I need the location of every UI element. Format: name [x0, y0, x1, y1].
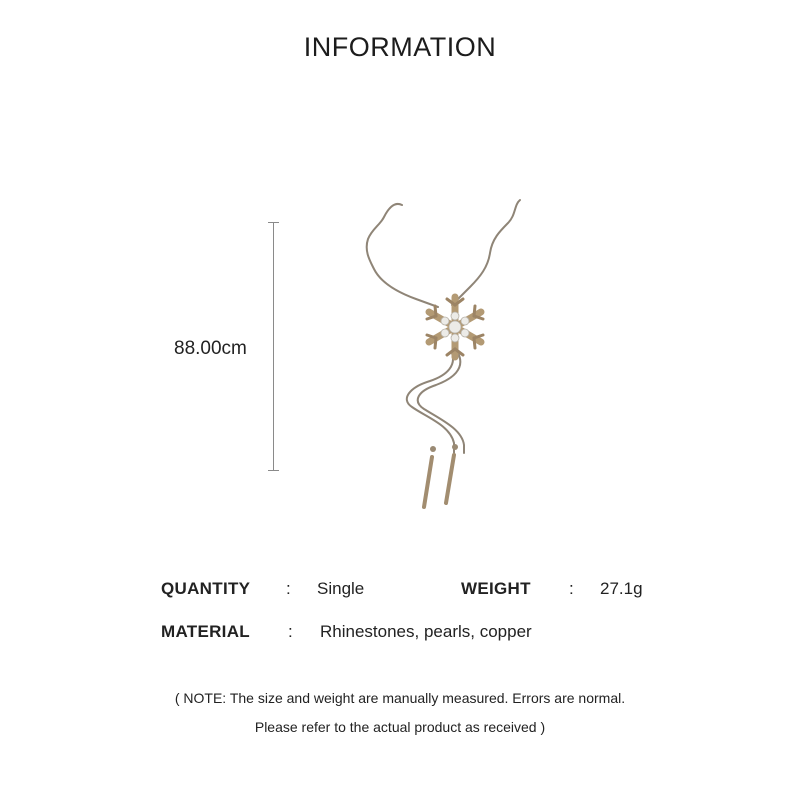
dimension-line	[273, 222, 274, 470]
note-line-1: ( NOTE: The size and weight are manually measured. Errors are normal.	[174, 690, 626, 706]
snowflake-necklace-icon	[340, 195, 540, 515]
quantity-value: Single	[317, 579, 365, 598]
quantity-label: QUANTITY	[161, 579, 251, 598]
note-line-2: Please refer to the actual product as received )	[254, 719, 546, 735]
dimension-length-label: 88.00cm	[174, 338, 247, 359]
weight-label: WEIGHT	[461, 579, 531, 598]
material-label: MATERIAL	[161, 622, 250, 641]
dimension-cap-bottom	[268, 470, 279, 471]
weight-separator: :	[569, 579, 574, 598]
material-value: Rhinestones, pearls, copper	[320, 622, 532, 641]
weight-value: 27.1g	[600, 579, 643, 598]
quantity-separator: :	[286, 579, 291, 598]
page-title: INFORMATION	[303, 32, 497, 62]
material-separator: :	[288, 622, 293, 641]
